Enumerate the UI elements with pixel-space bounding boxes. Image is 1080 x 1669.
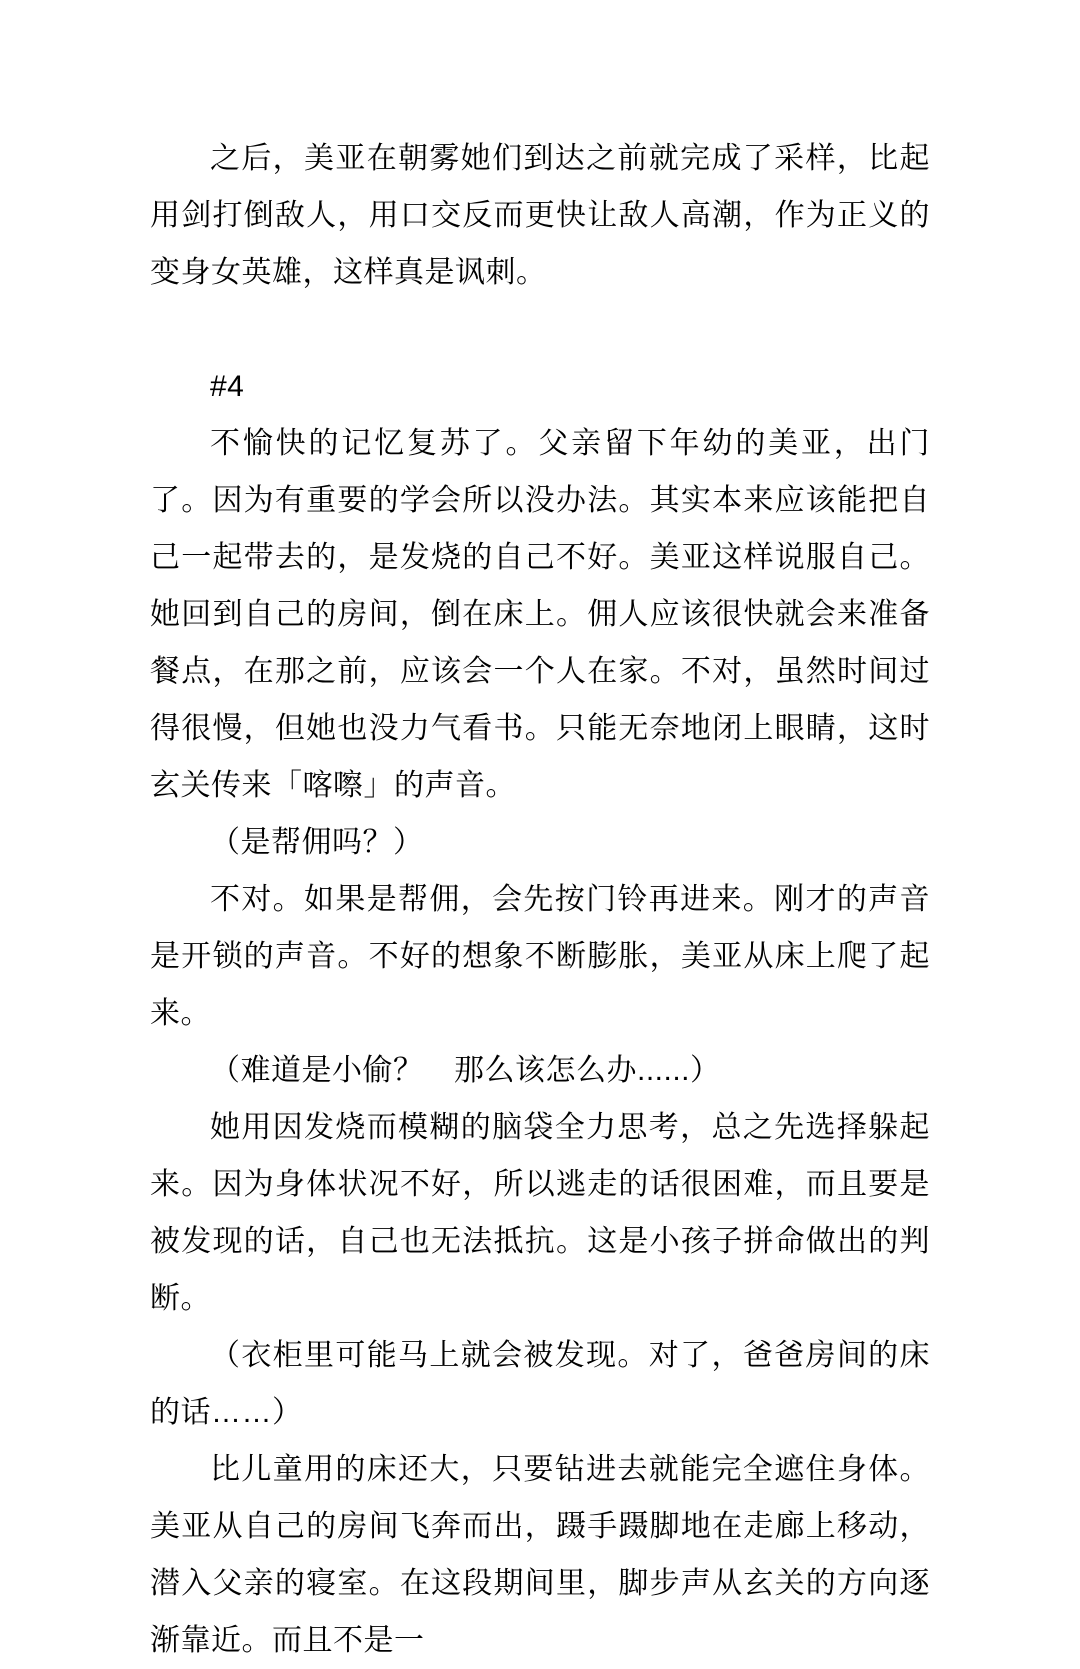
thought-line: （衣柜里可能马上就会被发现。对了，爸爸房间的床的话……） <box>150 1339 930 1429</box>
thought-line: （是帮佣吗？） <box>210 826 424 859</box>
document-page <box>150 130 930 1669</box>
paragraph: 比儿童用的床还大，只要钻进去就能完全遮住身体。美亚从自己的房间飞奔而出，蹑手蹑脚地在走廊上移动，潜入父亲的寝室。在这段期间里，脚步声从玄关的方向逐渐靠近。而且不是一 <box>150 1453 930 1657</box>
section-heading: #4 <box>210 370 245 403</box>
thought-line: （难道是小偷？ 那么该怎么办......） <box>210 1054 721 1087</box>
intro-paragraph: 之后，美亚在朝雾她们到达之前就完成了采样，比起用剑打倒敌人，用口交反而更快让敌人高潮，作为正义的变身女英雄，这样真是讽刺。 <box>150 142 930 289</box>
paragraph: 她用因发烧而模糊的脑袋全力思考，总之先选择躲起来。因为身体状况不好，所以逃走的话很困难，而且要是被发现的话，自己也无法抵抗。这是小孩子拼命做出的判断。 <box>150 1111 930 1315</box>
paragraph: 不对。如果是帮佣，会先按门铃再进来。刚才的声音是开锁的声音。不好的想象不断膨胀，美亚从床上爬了起来。 <box>150 883 930 1030</box>
paragraph: 不愉快的记忆复苏了。父亲留下年幼的美亚，出门了。因为有重要的学会所以没办法。其实本来应该能把自己一起带去的，是发烧的自己不好。美亚这样说服自己。她回到自己的房间，倒在床上。佣人应该很快就会来准备餐点，在那之前，应该会一个人在家。不对，虽然时间过得很慢，但她也没力气看书。只能无奈地闭上眼睛，这时玄关传来「喀嚓」的声音。 <box>150 427 930 802</box>
